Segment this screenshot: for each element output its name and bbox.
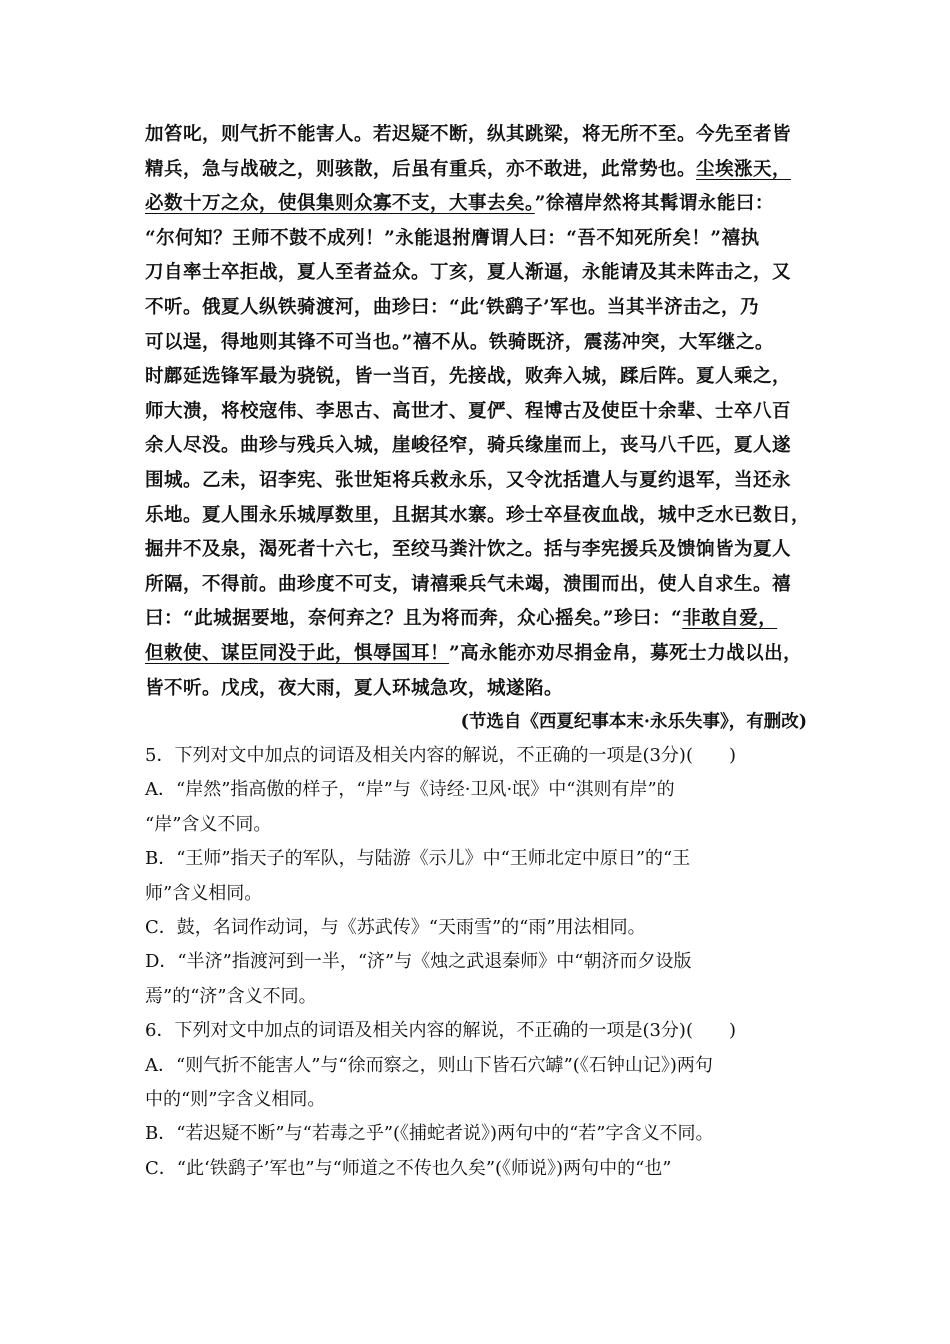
source-citation: (节选自《西夏纪事本末·永乐失事》，有删改)	[460, 712, 807, 733]
passage-line: 余人尽没。曲珍与残兵入城，崖峻径窄，骑兵缘崖而上，丧马八千匹，夏人遂	[145, 435, 792, 457]
passage-line: 师大溃，将校寇伟、李思古、高世才、夏俨、程博古及使臣十余辈、士卒八百	[145, 400, 792, 422]
passage-line	[145, 637, 815, 672]
passage-line-part: 精兵，急与战破之，则骇散，后虽有重兵，亦不敢进，此常势也。	[145, 158, 697, 180]
passage-line-part: ”高永能亦劝尽捐金帛，募死士力战以出，	[449, 642, 803, 664]
option-b: B．“王师”指天子的军队，与陆游《示儿》中“王师北定中原日”的“王	[145, 848, 691, 870]
question-5	[145, 739, 815, 1014]
option-b: B．“若迟疑不断”与“若毒之乎”(《捕蛇者说》)两句中的“若”字含义不同。	[145, 1123, 714, 1145]
passage-line	[145, 153, 815, 188]
option-a: A．“则气折不能害人”与“徐而察之，则山下皆石穴罅”(《石钟山记》)两句	[145, 1054, 713, 1076]
question-6	[145, 1014, 815, 1186]
question-stem: 5．下列对文中加点的词语及相关内容的解说，不正确的一项是(3分)( )	[145, 745, 736, 767]
passage-line	[145, 602, 815, 637]
underlined-sentence: 必数十万之众，使俱集则众寡不支，大事去矣。	[145, 193, 535, 215]
question-stem: 6．下列对文中加点的词语及相关内容的解说，不正确的一项是(3分)( )	[145, 1020, 736, 1042]
passage-line: 皆不听。戊戌，夜大雨，夏人环城急攻，城遂陷。	[145, 677, 564, 699]
option-d: D．“半济”指渡河到一半，“济”与《烛之武退秦师》中“朝济而夕设版	[145, 951, 692, 973]
option-c: C．鼓，名词作动词，与《苏武传》“天雨雪”的“雨”用法相同。	[145, 917, 646, 939]
passage-line: 乐地。夏人围永乐城厚数里，且据其水寨。珍士卒昼夜血战，城中乏水已数日，	[145, 504, 811, 526]
passage-line: 围城。乙未，诏李宪、张世矩将兵救永乐，又令沈括遣人与夏约退军，当还永	[145, 469, 792, 491]
option-c: C．“此‘铁鹞子’军也”与“师道之不传也久矣”(《师说》)两句中的“也”	[145, 1157, 672, 1179]
option-a: A．“岸然”指高傲的样子，“岸”与《诗经·卫风·氓》中“淇则有岸”的	[145, 779, 675, 801]
underlined-sentence: 但敕使、谋臣同没于此，惧辱国耳！	[145, 642, 450, 664]
passage-line-part: 曰：“此城据要地，奈何弃之？且为将而奔，众心摇矣。”珍曰：“	[145, 608, 683, 630]
passage-line	[145, 187, 815, 222]
passage-line: 时鄜延选锋军最为骁锐，皆一当百，先接战，败奔入城，蹂后阵。夏人乘之，	[145, 366, 792, 388]
option-d-cont: 焉”的“济”含义不同。	[145, 985, 317, 1007]
underlined-sentence: 尘埃涨天，	[696, 158, 792, 180]
passage-line: 刀自率士卒拒战，夏人至者益众。丁亥，夏人渐逼，永能请及其未阵击之，又	[145, 262, 792, 284]
passage-line: 所隔，不得前。曲珍度不可支，请禧乘兵气未竭，溃围而出，使人自求生。禧	[145, 573, 792, 595]
passage-line: 不听。俄夏人纵铁骑渡河，曲珍曰：“此‘铁鹞子’军也。当其半济击之，乃	[145, 296, 760, 318]
passage-line-part: ”徐禧岸然将其髯谓永能曰：	[534, 193, 774, 215]
option-b-cont: 师”含义相同。	[145, 882, 263, 904]
passage-line: 加笞叱，则气折不能害人。若迟疑不断，纵其跳梁，将无所不至。今先至者皆	[145, 124, 792, 145]
underlined-sentence: 非敢自爱，	[682, 608, 778, 630]
option-a-cont: “岸”含义不同。	[145, 813, 272, 835]
option-a-cont: 中的“则”字含义相同。	[145, 1089, 326, 1110]
passage-line: 掘井不及泉，渴死者十六七，至绞马粪汁饮之。括与李宪援兵及馈饷皆为夏人	[145, 539, 792, 561]
document-page	[145, 118, 815, 1186]
passage-line: 可以逞，得地则其锋不可当也。”禧不从。铁骑既济，震荡冲突，大军继之。	[145, 331, 774, 353]
passage-line: “尔何知？王师不鼓不成列！”永能退拊膺谓人曰：“吾不知死所矣！”禧执	[145, 227, 760, 249]
classical-passage	[145, 118, 815, 739]
